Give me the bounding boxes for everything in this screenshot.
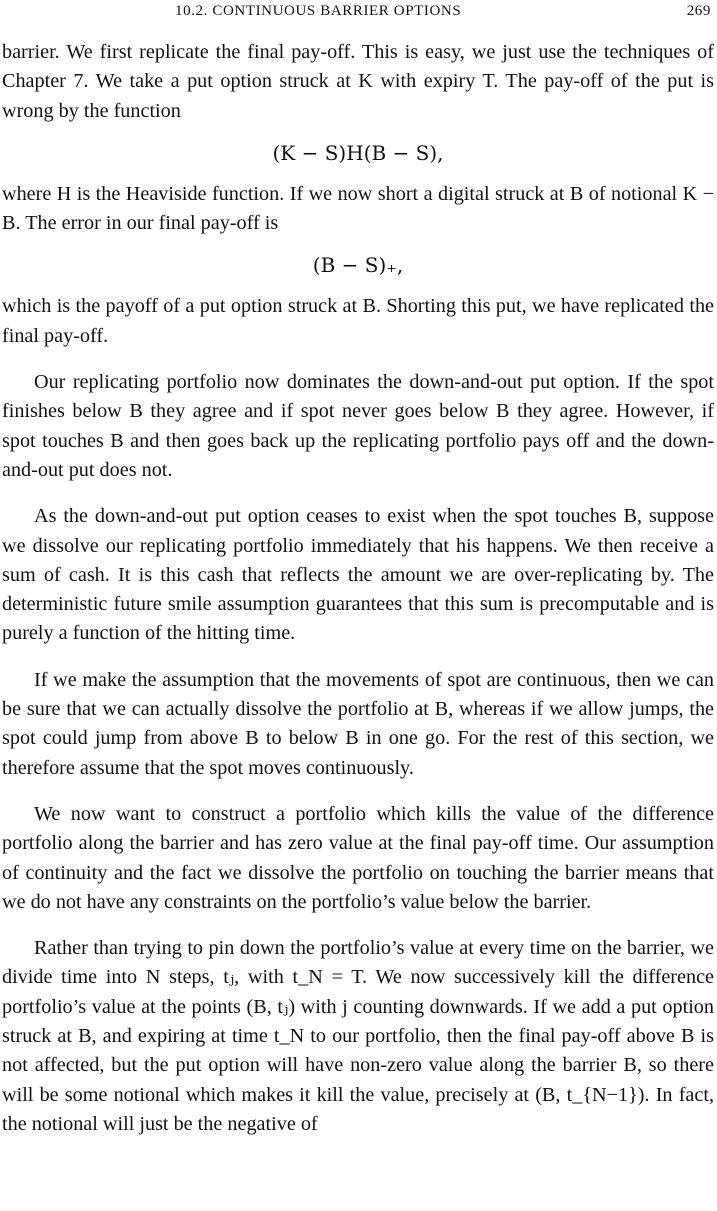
paragraph: Rather than trying to pin down the portfolio’s value at every time on the barrier, we divide time into N steps, tⱼ, with t_N = T. We now successively kill the difference portfolio’s value at the points (B, tⱼ) with j counting downwards. If we add a put option struck at B, and expiring at time t_N to our portfolio, then the final pay-off above B is not affected, but the put option will have non-zero value along the barrier B, so there will be some notional which makes it kill the value, precisely at (B, t_{N−1}). In fact, the notional will just be the negative of [2,937,714,1135]
page-number: 269 [686,3,711,19]
equation: (B − S)₊, [312,253,404,278]
section-title: 10.2. CONTINUOUS BARRIER OPTIONS [175,3,462,19]
paragraph: which is the payoff of a put option struck at B. Shorting this put, we have replicated the final pay-off. [2,295,714,347]
paragraph: As the down-and-out put option ceases to exist when the spot touches B, suppose we dissolve our replicating portfolio immediately that his happens. We then receive a sum of cash. It is this cash that reflects the amount we are over-replicating by. The deterministic future smile assumption guarantees that this sum is precomputable and is purely a function of the hitting time. [2,505,714,645]
paragraph: barrier. We first replicate the final pay-off. This is easy, we just use the techniques of Chapter 7. We take a put option struck at K with expiry T. The pay-off of the put is wrong by the function [2,41,714,122]
paragraph: Our replicating portfolio now dominates the down-and-out put option. If the spot finishes below B they agree and if spot never goes below B they agree. However, if spot touches B and then goes back up the replicating portfolio pays off and the down-and-out put does not. [2,371,714,481]
paragraph: where H is the Heaviside function. If we now short a digital struck at B of notional K − B. The error in our final pay-off is [2,182,714,235]
equation: (K − S)H(B − S), [272,140,444,165]
paragraph: If we make the assumption that the movements of spot are continuous, then we can be sure that we can actually dissolve the portfolio at B, whereas if we allow jumps, the spot could jump from above B to below B in one go. For the rest of this section, we therefore assume that the spot moves continuously. [2,668,714,779]
paragraph: We now want to construct a portfolio which kills the value of the difference portfolio along the barrier and has zero value at the final pay-off time. Our assumption of continuity and the fact we dissolve the portfolio on touching the barrier means that we do not have any constraints on the portfolio’s value below the barrier. [2,802,714,913]
running-head [0,0,717,22]
body-text [2,38,714,1139]
